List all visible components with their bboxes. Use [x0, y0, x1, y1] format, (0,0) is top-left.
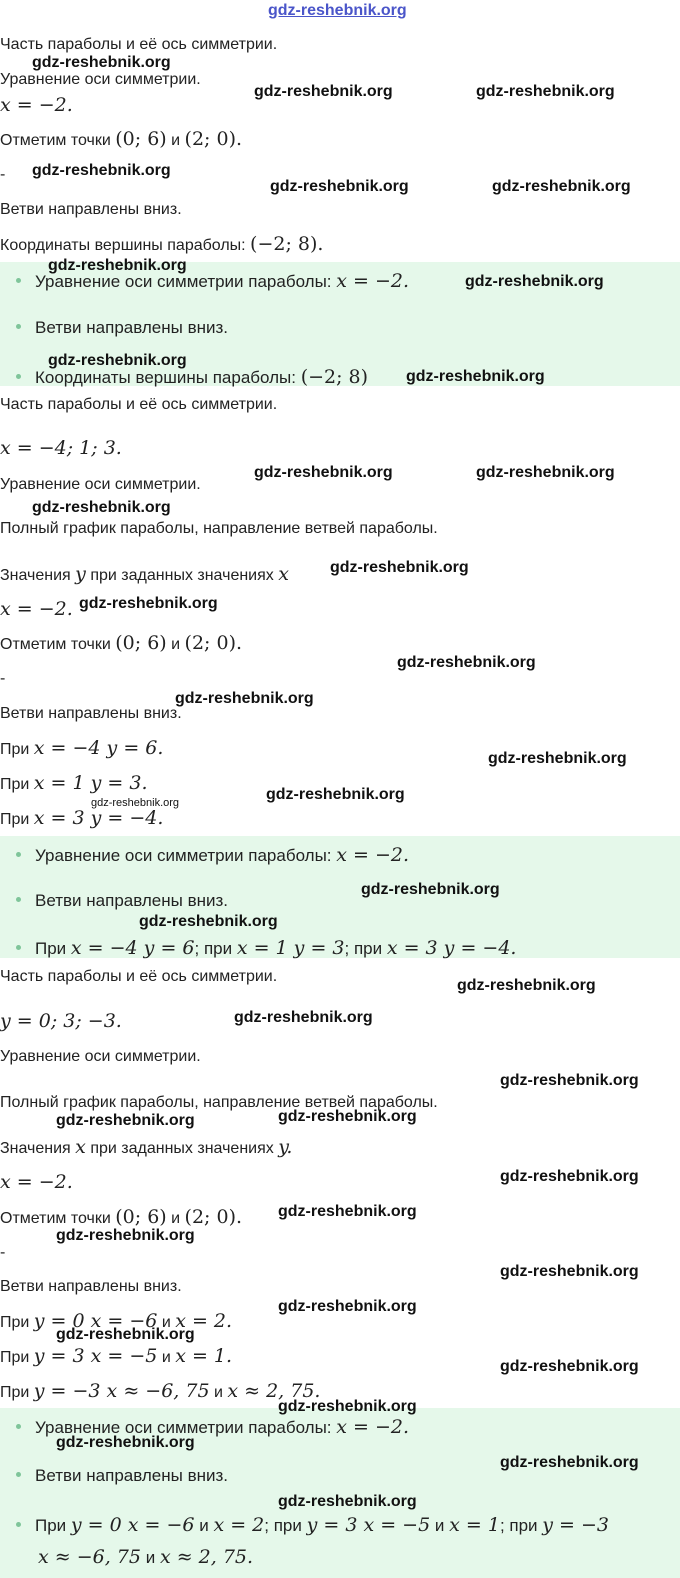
- p1-line-partial-parabola: Часть параболы и её ось симметрии.: [0, 36, 278, 53]
- text: при заданных значениях: [85, 1140, 279, 1157]
- p3-line-partial-parabola: Часть параболы и её ось симметрии.: [0, 968, 278, 985]
- math: x = −2.: [336, 844, 410, 866]
- text: и: [166, 1210, 185, 1227]
- text: При: [0, 776, 34, 793]
- p2-summary-box: [0, 836, 680, 958]
- math-point: (2; 0).: [184, 1206, 243, 1228]
- watermark: gdz-reshebnik.org: [79, 595, 218, 612]
- watermark: gdz-reshebnik.org: [234, 1009, 373, 1026]
- text: При: [35, 1516, 71, 1535]
- text: и: [140, 1548, 160, 1567]
- math: x = 2.: [175, 1310, 233, 1332]
- p3-line-axis-equation: Уравнение оси симметрии.: [0, 1048, 201, 1065]
- watermark: gdz-reshebnik.org: [278, 1108, 417, 1125]
- math-point: (0; 6): [115, 1206, 167, 1228]
- summary-item: [16, 1514, 609, 1537]
- math: x = −4 y = 6: [70, 937, 195, 959]
- math: y = 0 x = −6: [70, 1514, 195, 1536]
- math: x = −4 y = 6.: [33, 737, 164, 759]
- watermark: gdz-reshebnik.org: [500, 1168, 639, 1185]
- text: Ветви направлены вниз.: [35, 318, 229, 337]
- watermark: gdz-reshebnik.org: [488, 750, 627, 767]
- math: x = 3 y = −4.: [386, 937, 517, 959]
- math: x: [75, 1136, 86, 1158]
- bullet-icon: [16, 897, 21, 902]
- p1-line-branches-down: Ветви направлены вниз.: [0, 201, 182, 218]
- watermark: gdz-reshebnik.org: [492, 178, 631, 195]
- bullet-icon: [16, 1522, 21, 1527]
- watermark: gdz-reshebnik.org: [91, 797, 180, 809]
- p2-line-value-2: [0, 772, 147, 796]
- watermark: gdz-reshebnik.org: [254, 83, 393, 100]
- bullet-icon: [16, 374, 21, 379]
- watermark: gdz-reshebnik.org: [278, 1493, 417, 1510]
- watermark: gdz-reshebnik.org: [500, 1454, 639, 1471]
- math-vertex: (−2; 8).: [250, 233, 324, 255]
- p3-line-value-3: [0, 1380, 320, 1404]
- text: При: [0, 1349, 34, 1366]
- text: При: [0, 1314, 34, 1331]
- math: y = 3 x = −5: [33, 1345, 158, 1367]
- p3-line-full-graph: Полный график параболы, направление ветвей параболы.: [0, 1094, 438, 1111]
- watermark: gdz-reshebnik.org: [56, 1112, 195, 1129]
- text: Отметим точки: [0, 1210, 116, 1227]
- bullet-icon: [16, 945, 21, 950]
- watermark: gdz-reshebnik.org: [56, 1227, 195, 1244]
- watermark: gdz-reshebnik.org: [406, 368, 545, 385]
- summary-item: [16, 317, 228, 339]
- text: и: [194, 1516, 214, 1535]
- p3-line-y-values: y = 0; 3; −3.: [0, 1010, 122, 1032]
- text: ; при: [194, 939, 237, 958]
- watermark: gdz-reshebnik.org: [32, 54, 171, 71]
- math: y: [75, 563, 86, 585]
- p1-line-axis-value: x = −2.: [0, 94, 73, 116]
- bullet-icon: [16, 278, 21, 283]
- p3-line-value-2: [0, 1345, 232, 1369]
- summary-item: [16, 844, 409, 867]
- watermark: gdz-reshebnik.org: [278, 1298, 417, 1315]
- math: y = 0 x = −6: [33, 1310, 158, 1332]
- p2-line-values: [0, 563, 289, 587]
- text: При: [0, 741, 34, 758]
- summary-item-continuation: [38, 1546, 253, 1569]
- text: и: [166, 636, 185, 653]
- p3-line-branches-down: Ветви направлены вниз.: [0, 1278, 182, 1295]
- math: x ≈ 2, 75.: [159, 1546, 254, 1568]
- p2-line-full-graph: Полный график параболы, направление ветвей параболы.: [0, 520, 438, 537]
- watermark: gdz-reshebnik.org: [500, 1263, 639, 1280]
- p1-line-mark-points: [0, 128, 242, 152]
- watermark: gdz-reshebnik.org: [254, 464, 393, 481]
- bullet-icon: [16, 1472, 21, 1477]
- p2-line-x-values: x = −4; 1; 3.: [0, 437, 122, 459]
- math: (−2; 8): [300, 366, 369, 388]
- watermark: gdz-reshebnik.org: [48, 352, 187, 369]
- math: x = 1 y = 3.: [33, 772, 148, 794]
- text: Ветви направлены вниз.: [35, 891, 229, 910]
- watermark: gdz-reshebnik.org: [32, 499, 171, 516]
- text: Уравнение оси симметрии параболы:: [35, 1418, 337, 1437]
- math: y = −3: [542, 1514, 610, 1536]
- watermark: gdz-reshebnik.org: [270, 178, 409, 195]
- text: При: [35, 939, 71, 958]
- math: x = −2.: [336, 1416, 410, 1438]
- p3-line-values: [0, 1136, 292, 1160]
- watermark: gdz-reshebnik.org: [56, 1434, 195, 1451]
- text: Ветви направлены вниз.: [35, 1466, 229, 1485]
- p2-line-partial-parabola: Часть параболы и её ось симметрии.: [0, 396, 278, 413]
- p1-line-axis-equation: Уравнение оси симметрии.: [0, 71, 201, 88]
- text: Отметим точки: [0, 636, 116, 653]
- text: ; при: [344, 939, 387, 958]
- summary-item: [16, 890, 228, 912]
- text: и: [209, 1384, 228, 1401]
- math: x = 3 y = −4.: [33, 807, 164, 829]
- p2-line-axis-value: x = −2.: [0, 598, 73, 620]
- watermark: gdz-reshebnik.org: [476, 464, 615, 481]
- math: y = 3 x = −5: [306, 1514, 431, 1536]
- math: x ≈ 2, 75.: [227, 1380, 321, 1402]
- math: x = 1: [449, 1514, 500, 1536]
- p1-line-vertex: [0, 233, 323, 257]
- text: Значения: [0, 567, 76, 584]
- p2-line-axis-equation: Уравнение оси симметрии.: [0, 476, 201, 493]
- watermark: gdz-reshebnik.org: [361, 881, 500, 898]
- text: при заданных значениях: [85, 567, 279, 584]
- header-watermark-link[interactable]: gdz-reshebnik.org: [268, 2, 407, 19]
- watermark: gdz-reshebnik.org: [500, 1358, 639, 1375]
- watermark: gdz-reshebnik.org: [457, 977, 596, 994]
- text: При: [0, 1384, 34, 1401]
- math: x = 2: [213, 1514, 265, 1536]
- text: и: [157, 1349, 176, 1366]
- watermark: gdz-reshebnik.org: [48, 257, 187, 274]
- text: и: [157, 1314, 176, 1331]
- watermark: gdz-reshebnik.org: [266, 786, 405, 803]
- watermark: gdz-reshebnik.org: [500, 1072, 639, 1089]
- text: Координаты вершины параболы:: [0, 237, 251, 254]
- math-point: (2; 0).: [184, 632, 243, 654]
- text: Уравнение оси симметрии параболы:: [35, 846, 337, 865]
- bullet-icon: [16, 1424, 21, 1429]
- text: и: [430, 1516, 450, 1535]
- math-point: (0; 6): [115, 128, 167, 150]
- math: x = −2.: [336, 270, 410, 292]
- watermark: gdz-reshebnik.org: [175, 690, 314, 707]
- math-point: (0; 6): [115, 632, 167, 654]
- math: x = 1 y = 3: [236, 937, 345, 959]
- watermark: gdz-reshebnik.org: [330, 559, 469, 576]
- p3-line-axis-value: x = −2.: [0, 1171, 73, 1193]
- math-point: (2; 0).: [184, 128, 243, 150]
- p1-line-dash: -: [0, 166, 6, 183]
- text: При: [0, 811, 34, 828]
- bullet-icon: [16, 852, 21, 857]
- text: ; при: [499, 1516, 543, 1535]
- watermark: gdz-reshebnik.org: [56, 1326, 195, 1343]
- text: Координаты вершины параболы:: [35, 368, 301, 387]
- watermark: gdz-reshebnik.org: [476, 83, 615, 100]
- watermark: gdz-reshebnik.org: [278, 1398, 417, 1415]
- summary-item: [16, 1465, 228, 1487]
- math: y = −3 x ≈ −6, 75: [33, 1380, 210, 1402]
- text: Уравнение оси симметрии параболы:: [35, 272, 337, 291]
- watermark: gdz-reshebnik.org: [465, 273, 604, 290]
- p3-line-dash: -: [0, 1244, 6, 1261]
- text: и: [166, 132, 185, 149]
- text: Отметим точки: [0, 132, 116, 149]
- watermark: gdz-reshebnik.org: [397, 654, 536, 671]
- summary-item: [16, 937, 516, 960]
- math: x: [278, 563, 289, 585]
- watermark: gdz-reshebnik.org: [32, 162, 171, 179]
- bullet-icon: [16, 324, 21, 329]
- p2-line-dash: -: [0, 670, 6, 687]
- math: x ≈ −6, 75: [38, 1546, 141, 1568]
- text: ; при: [264, 1516, 307, 1535]
- math: x = 1.: [175, 1345, 233, 1367]
- p2-line-mark-points: [0, 632, 242, 656]
- watermark: gdz-reshebnik.org: [139, 913, 278, 930]
- watermark: gdz-reshebnik.org: [278, 1203, 417, 1220]
- p2-line-value-1: [0, 737, 163, 761]
- p2-line-branches-down: Ветви направлены вниз.: [0, 705, 182, 722]
- text: Значения: [0, 1140, 76, 1157]
- math: y.: [278, 1136, 293, 1158]
